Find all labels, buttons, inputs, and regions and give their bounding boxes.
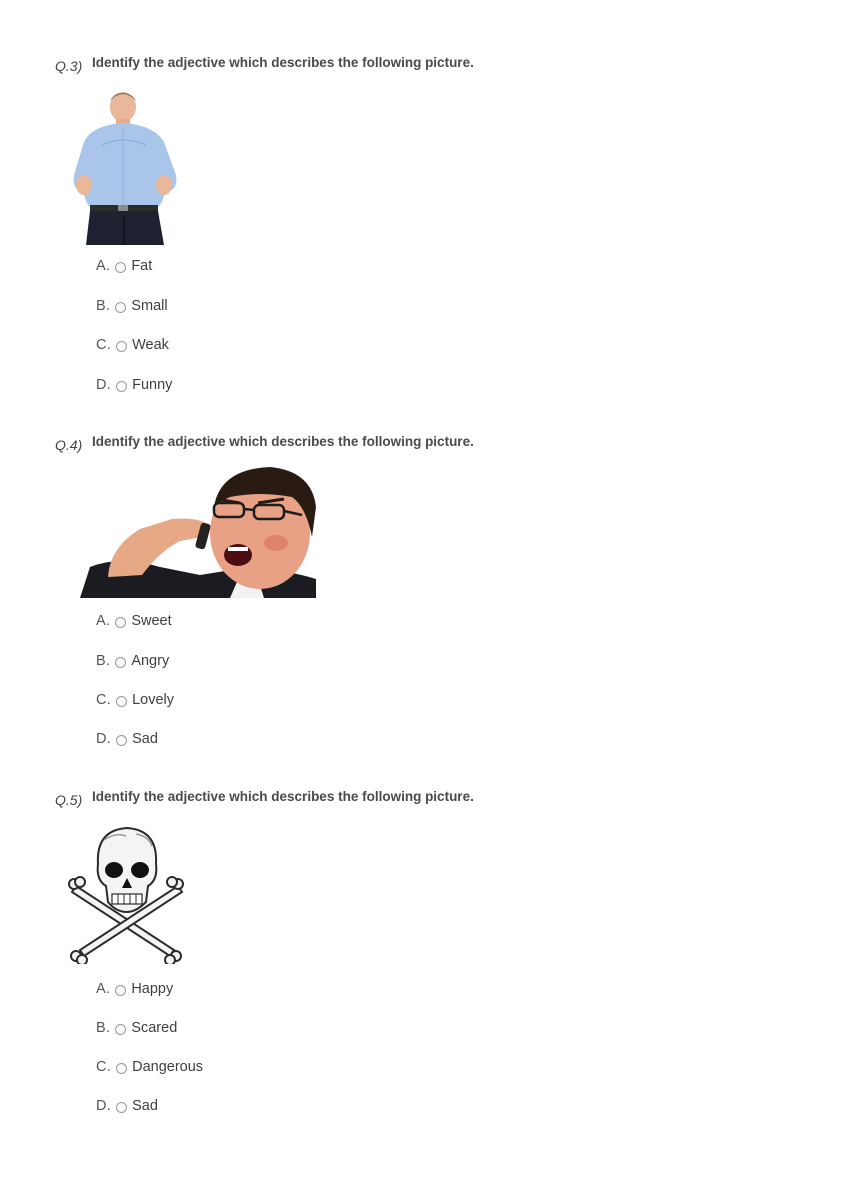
- option-label: Sweet: [131, 613, 172, 629]
- option-label: Small: [131, 298, 168, 314]
- radio-button[interactable]: [116, 1102, 127, 1113]
- option-letter: A.: [96, 258, 111, 274]
- option-label: Funny: [132, 377, 173, 393]
- overweight-man-picture: [62, 87, 192, 245]
- question-number: Q.3): [55, 58, 83, 74]
- option-label: Dangerous: [132, 1059, 204, 1075]
- question-number: Q.4): [55, 437, 83, 453]
- option-letter: D.: [96, 1098, 112, 1114]
- option-c[interactable]: [96, 690, 174, 710]
- option-d[interactable]: [96, 1096, 158, 1116]
- radio-button[interactable]: [115, 302, 126, 313]
- option-letter: A.: [96, 613, 111, 629]
- radio-button[interactable]: [115, 985, 126, 996]
- skull-and-crossbones-picture: [66, 826, 188, 964]
- option-letter: C.: [96, 337, 112, 353]
- option-letter: B.: [96, 653, 111, 669]
- option-a[interactable]: [96, 256, 152, 276]
- option-letter: C.: [96, 1059, 112, 1075]
- radio-button[interactable]: [116, 735, 127, 746]
- option-c[interactable]: [96, 335, 169, 355]
- question-text: Identify the adjective which describes the following picture.: [92, 55, 474, 70]
- option-letter: D.: [96, 377, 112, 393]
- radio-button[interactable]: [115, 617, 126, 628]
- option-letter: A.: [96, 981, 111, 997]
- option-b[interactable]: [96, 296, 168, 316]
- radio-button[interactable]: [116, 381, 127, 392]
- option-letter: B.: [96, 298, 111, 314]
- question-text: Identify the adjective which describes the following picture.: [92, 434, 474, 449]
- option-letter: B.: [96, 1020, 111, 1036]
- option-label: Sad: [132, 731, 158, 747]
- question-number: Q.5): [55, 792, 83, 808]
- radio-button[interactable]: [116, 1063, 127, 1074]
- question-text: Identify the adjective which describes the following picture.: [92, 789, 474, 804]
- shouting-man-on-phone-picture: [80, 467, 316, 598]
- option-label: Sad: [132, 1098, 158, 1114]
- option-d[interactable]: [96, 729, 158, 749]
- option-label: Scared: [131, 1020, 178, 1036]
- option-d[interactable]: [96, 375, 172, 395]
- option-b[interactable]: [96, 651, 169, 671]
- radio-button[interactable]: [116, 341, 127, 352]
- radio-button[interactable]: [115, 1024, 126, 1035]
- radio-button[interactable]: [115, 262, 126, 273]
- option-a[interactable]: [96, 979, 173, 999]
- option-label: Angry: [131, 653, 170, 669]
- option-letter: C.: [96, 692, 112, 708]
- radio-button[interactable]: [116, 696, 127, 707]
- option-label: Happy: [131, 981, 174, 997]
- radio-button[interactable]: [115, 657, 126, 668]
- option-letter: D.: [96, 731, 112, 747]
- option-label: Fat: [131, 258, 153, 274]
- option-b[interactable]: [96, 1018, 177, 1038]
- option-label: Lovely: [132, 692, 175, 708]
- option-label: Weak: [132, 337, 169, 353]
- option-c[interactable]: [96, 1057, 203, 1077]
- option-a[interactable]: [96, 611, 172, 631]
